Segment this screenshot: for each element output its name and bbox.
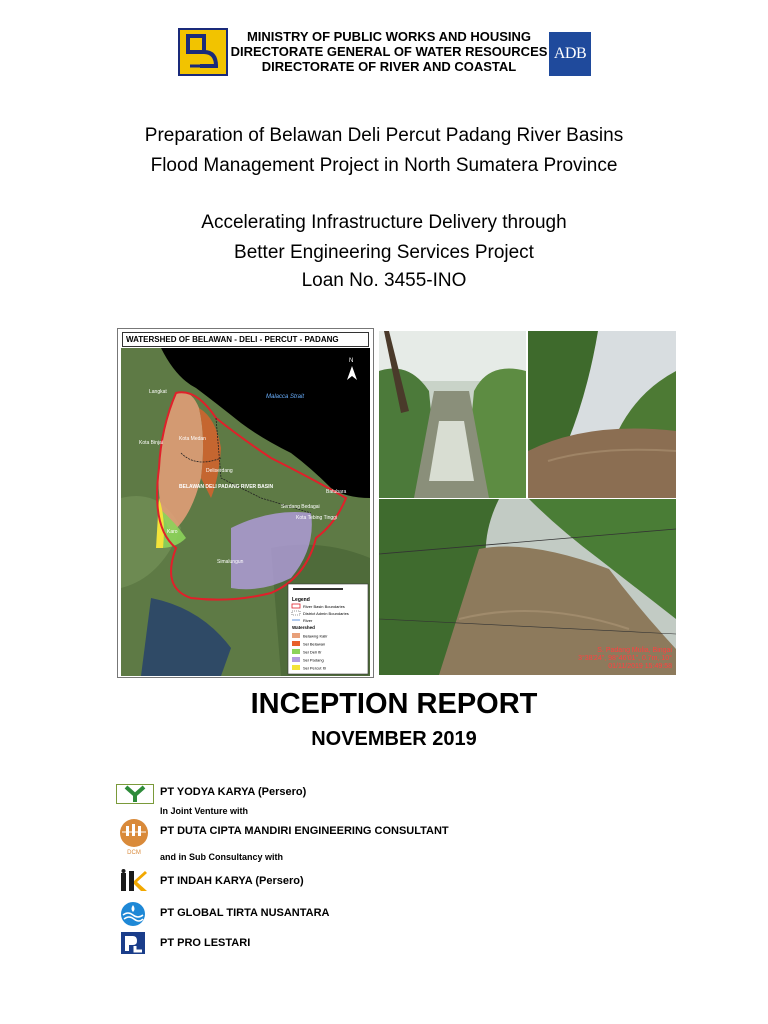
legend-swatch <box>292 665 300 670</box>
legend-watershed-item: Sei Padang <box>303 657 324 663</box>
header-line-directorate: DIRECTORATE OF RIVER AND COASTAL <box>261 59 517 74</box>
pu-ministry-logo-icon <box>178 28 228 76</box>
legend-watershed-item: Sei Belawan <box>303 641 326 647</box>
map-place-label: Batubara <box>326 489 347 495</box>
project-title-line1: Preparation of Belawan Deli Percut Padang River Basins <box>144 125 624 146</box>
pu-logo-mark-icon <box>180 30 226 74</box>
report-title: INCEPTION REPORT <box>250 688 538 720</box>
legend-watershed-title: Watershed <box>292 625 315 630</box>
map-place-label: Simalungun <box>217 559 244 565</box>
loan-number: Loan No. 3455-INO <box>301 270 467 291</box>
consortium-global: PT GLOBAL TIRTA NUSANTARA <box>160 907 330 919</box>
program-title-line1: Accelerating Infrastructure Delivery through <box>201 212 567 233</box>
caption-line: 3°38'24", 98°46'01", 0.7m, 10° <box>578 655 672 662</box>
svg-text:N: N <box>349 358 354 364</box>
header-line-directorate-general: DIRECTORATE GENERAL OF WATER RESOURCES <box>230 44 548 59</box>
legend-watershed-item: Sei Deli Itr <box>303 649 322 655</box>
map-place-label: Kota Medan <box>179 436 206 442</box>
legend-watershed-item: Belawng Kalir <box>303 633 328 639</box>
legend-swatch <box>292 657 300 662</box>
global-tirta-logo-icon <box>120 901 146 927</box>
watershed-map <box>117 328 374 678</box>
caption-line: S. Padang Mulia, Bingai <box>597 647 672 654</box>
map-basin-label: BELAWAN DELI PADANG RIVER BASIN <box>179 484 274 490</box>
caption-line: 01/11/2019 15:49:58 <box>608 663 672 670</box>
indah-karya-logo-icon <box>119 869 149 893</box>
legend-item: River <box>303 618 313 623</box>
ministry-header <box>230 29 548 74</box>
map-place-label: Kota Binjai <box>139 440 163 446</box>
consortium-sub-note: and in Sub Consultancy with <box>160 852 284 862</box>
consortium-yodya: PT YODYA KARYA (Persero) <box>160 786 307 798</box>
legend-watershed-item: Sei Percut Itr <box>303 665 327 671</box>
adb-logo: ADB <box>549 32 591 76</box>
legend-item: District Admin Boundaries <box>303 611 349 616</box>
program-title-line2: Better Engineering Services Project <box>234 242 534 263</box>
duta-cipta-logo-icon <box>116 818 152 856</box>
project-title-line2: Flood Management Project in North Sumatera Province <box>150 155 618 176</box>
map-strait-label: Malacca Strait <box>266 394 305 400</box>
yodya-karya-logo-icon <box>116 784 154 804</box>
pro-lestari-logo-icon <box>121 932 145 954</box>
consortium-jv-note: In Joint Venture with <box>160 806 249 816</box>
report-date: NOVEMBER 2019 <box>311 728 477 750</box>
consortium-pro: PT PRO LESTARI <box>160 937 251 949</box>
legend-swatch <box>292 641 300 646</box>
program-title <box>0 208 768 268</box>
project-title <box>0 121 768 181</box>
map-image <box>121 348 370 676</box>
header-line-ministry: MINISTRY OF PUBLIC WORKS AND HOUSING <box>246 29 532 44</box>
map-place-label: Langkat <box>149 389 167 395</box>
photo-drainage-channel <box>379 331 526 498</box>
legend-swatch <box>292 633 300 638</box>
map-place-label: Karo <box>167 529 178 535</box>
photo-river-bank <box>528 331 676 498</box>
legend-title: Legend <box>292 597 310 603</box>
map-place-label: Serdang Bedagai <box>281 504 320 510</box>
photo-geotag-caption <box>578 647 672 671</box>
legend-swatch <box>292 649 300 654</box>
photo-river-bridge <box>379 499 676 675</box>
duta-logo-text: DCM <box>127 850 141 856</box>
consortium-indah: PT INDAH KARYA (Persero) <box>160 875 304 887</box>
map-place-label: Deliserdang <box>206 468 233 474</box>
map-place-label: Kota Tebing Tinggi <box>296 515 338 521</box>
consortium-duta: PT DUTA CIPTA MANDIRI ENGINEERING CONSULTANT <box>160 825 449 837</box>
map-legend <box>288 584 368 674</box>
legend-item: River Basin Boundaries <box>303 604 345 609</box>
map-title: WATERSHED OF BELAWAN - DELI - PERCUT - PADANG <box>122 332 369 347</box>
